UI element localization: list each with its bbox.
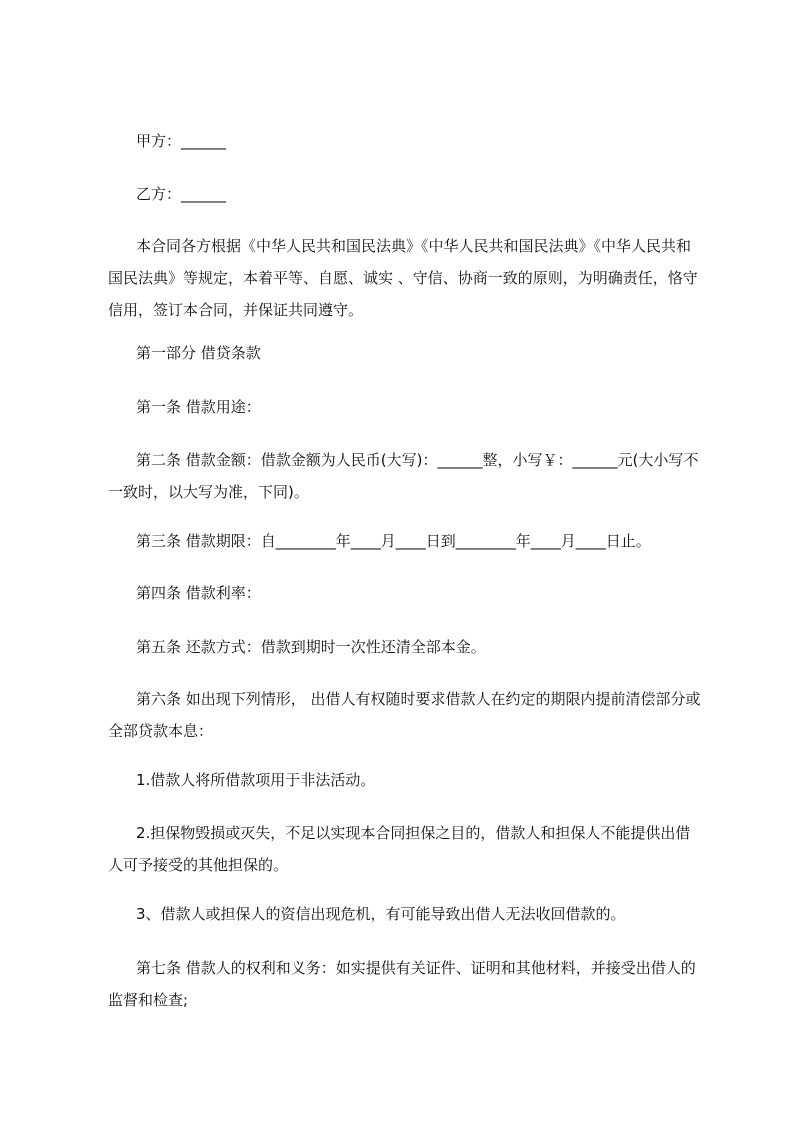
party-b-line: 乙方：______ — [136, 185, 227, 203]
article-2: 第二条 借款金额：借款金额为人民币(大写)：______整，小写￥：______元(大小写不一致时，以大写为准，下同)。 — [108, 451, 699, 501]
article-6: 第六条 如出现下列情形， 出借人有权随时要求借款人在约定的期限内提前清偿部分或全部贷款本息： — [108, 690, 701, 740]
party-a-line: 甲方：______ — [136, 132, 227, 150]
article-5: 第五条 还款方式：借款到期时一次性还清全部本金。 — [136, 638, 486, 656]
article-3: 第三条 借款期限：自________年____月____日到________年____月____日止。 — [136, 532, 651, 550]
article-1: 第一条 借款用途： — [136, 398, 261, 416]
article-6-item-1: 1.借款人将所借款项用于非法活动。 — [136, 771, 376, 789]
part-one-heading: 第一部分 借贷条款 — [136, 344, 261, 362]
article-6-item-2: 2.担保物毁损或灭失，不足以实现本合同担保之目的，借款人和担保人不能提供出借人可予接受的其他担保的。 — [108, 824, 691, 874]
preamble-paragraph: 本合同各方根据《中华人民共和国民法典》《中华人民共和国民法典》《中华人民共和国民法典》等规定，本着平等、自愿、诚实 、守信、协商一致的原则，为明确责任，恪守信用，签订本合同，并保证共同遵守。 — [108, 237, 698, 319]
article-7: 第七条 借款人的权利和义务：如实提供有关证件、证明和其他材料，并接受出借人的监督和检查; — [108, 959, 696, 1009]
article-6-item-3: 3、借款人或担保人的资信出现危机，有可能导致出借人无法收回借款的。 — [136, 905, 626, 923]
article-4: 第四条 借款利率： — [136, 584, 261, 602]
